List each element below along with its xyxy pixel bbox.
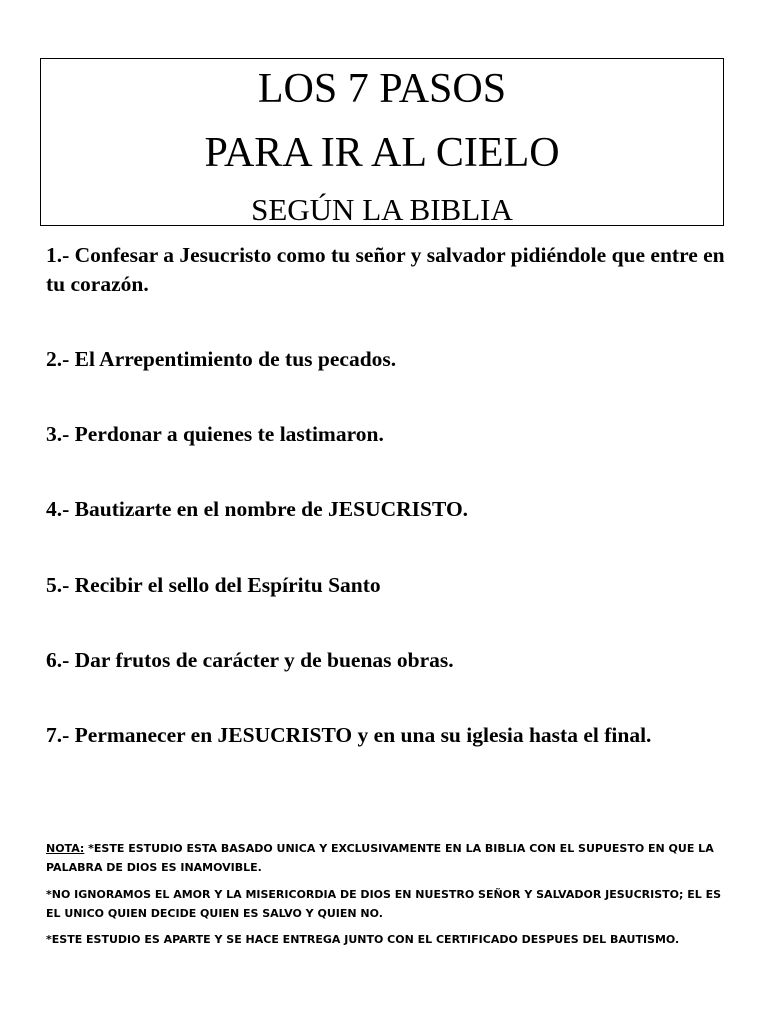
step-3: 3.- Perdonar a quienes te lastimaron.	[46, 422, 384, 446]
document-title: LOS 7 PASOS	[257, 66, 507, 112]
title-box	[40, 58, 724, 226]
document-subtitle: PARA IR AL CIELO	[204, 130, 560, 176]
step-6: 6.- Dar frutos de carácter y de buenas obras.	[46, 648, 454, 672]
step-7: 7.- Permanecer en JESUCRISTO y en una su iglesia hasta el final.	[46, 723, 652, 747]
note-1	[46, 839, 726, 877]
note-1-text: *ESTE ESTUDIO ESTA BASADO UNICA Y EXCLUSIVAMENTE EN LA BIBLIA CON EL SUPUESTO EN QUE LA PALABRA DE DIOS ES INAMOVIBLE.	[46, 842, 714, 874]
note-3: *ESTE ESTUDIO ES APARTE Y SE HACE ENTREGA JUNTO CON EL CERTIFICADO DESPUES DEL BAUTISMO.	[46, 933, 680, 946]
step-4: 4.- Bautizarte en el nombre de JESUCRISTO.	[46, 497, 469, 521]
document-source-line: SEGÚN LA BIBLIA	[251, 192, 513, 227]
step-1: 1.- Confesar a Jesucristo como tu señor y salvador pidiéndole que entre en tu corazón.	[46, 243, 725, 296]
step-5: 5.- Recibir el sello del Espíritu Santo	[46, 573, 381, 597]
note-2: *NO IGNORAMOS EL AMOR Y LA MISERICORDIA DE DIOS EN NUESTRO SEÑOR Y SALVADOR JESUCRISTO; EL ES EL UNICO QUIEN DECIDE QUIEN ES SALVO Y QUIEN NO.	[46, 888, 722, 920]
nota-label: NOTA:	[46, 842, 85, 855]
step-2: 2.- El Arrepentimiento de tus pecados.	[46, 347, 397, 371]
